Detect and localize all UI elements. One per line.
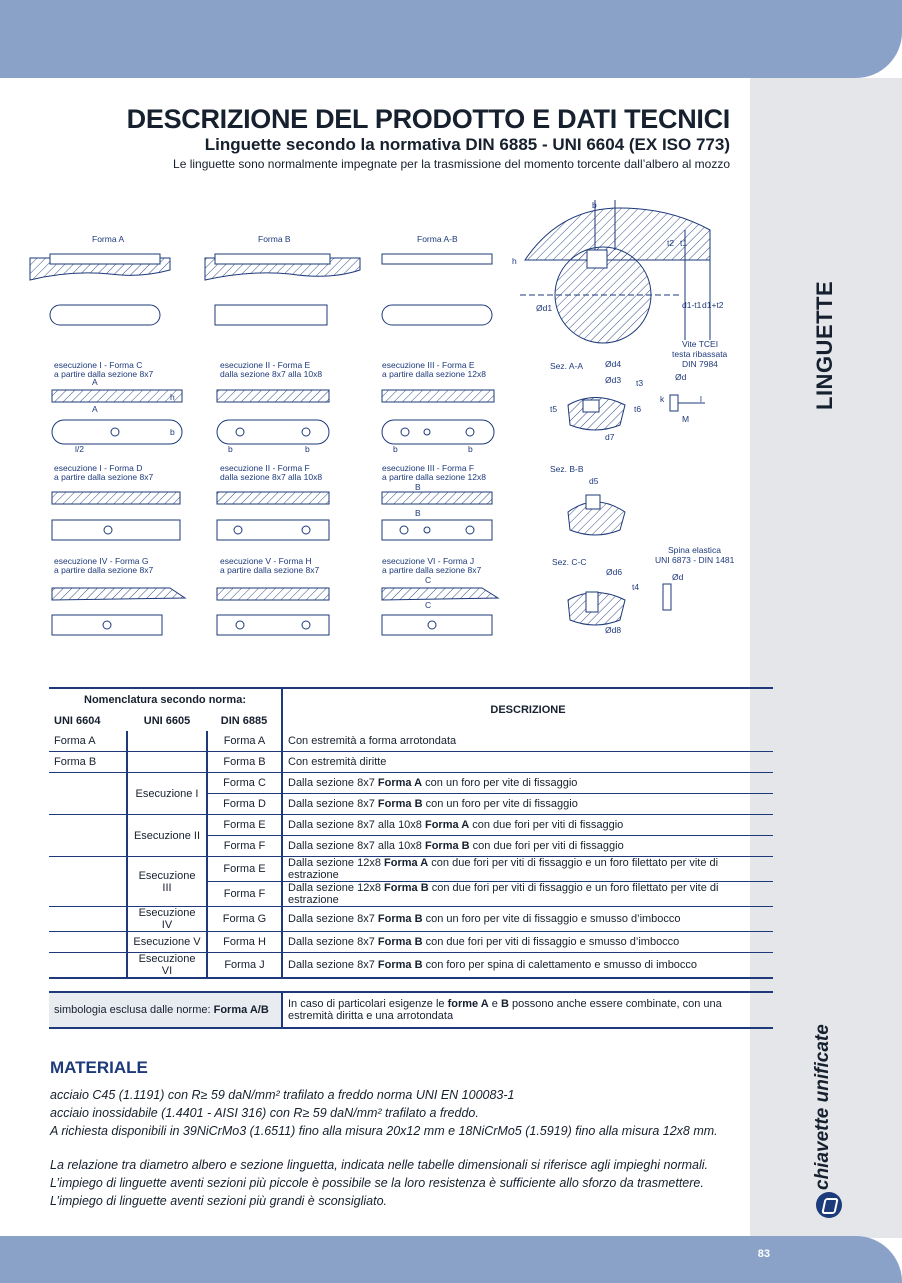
brand-logo-icon — [816, 1192, 842, 1218]
dim-t2: t2 — [667, 238, 675, 248]
table-row: Esecuzione II Forma E Dalla sezione 8x7 alla 10x8 Forma A con due fori per viti di fissaggio — [49, 815, 773, 836]
dim-d-pin: Ød — [672, 572, 684, 582]
dim-b-sec-bottom: B — [415, 508, 421, 518]
dim-k: k — [660, 394, 665, 404]
dim-d4: Ød4 — [605, 359, 622, 369]
table-row: Forma F Dalla sezione 12x8 Forma B con due fori per viti di fissaggio e un foro filettato per vite di estrazione — [49, 882, 773, 907]
dim-h: h — [512, 256, 517, 266]
dim-b-c2-left: b — [228, 444, 233, 454]
dim-b-c3-left: b — [393, 444, 398, 454]
screw-label-3: DIN 7984 — [682, 359, 718, 369]
technical-drawing — [20, 190, 750, 670]
screw-label-1: Vite TCEI — [682, 339, 719, 349]
nomenclature-table — [49, 687, 773, 1029]
dim-d1: Ød1 — [536, 303, 553, 313]
dim-d-screw: Ød — [675, 372, 687, 382]
dim-a-bottom: A — [92, 404, 98, 414]
dim-b: b — [592, 200, 597, 210]
dim-t6: t6 — [634, 404, 642, 414]
row1-c1-b: a partire dalla sezione 8x7 — [54, 369, 154, 379]
page-title: DESCRIZIONE DEL PRODOTTO E DATI TECNICI — [126, 104, 730, 134]
col-din6885: DIN 6885 — [220, 715, 268, 727]
dim-l: l — [700, 394, 702, 404]
table-row: Forma B Forma B Con estremità diritte — [49, 752, 773, 773]
header-band — [0, 0, 902, 78]
dim-t1: t1 — [680, 238, 688, 248]
dim-b-c2-right: b — [305, 444, 310, 454]
dim-d8: Ød8 — [605, 625, 622, 635]
dim-b-sec-top: B — [415, 482, 421, 492]
table-row: Esecuzione V Forma H Dalla sezione 8x7 Forma B con due fori per viti di fissaggio e smusso d’imbocco — [49, 932, 773, 953]
row2-c2-b: dalla sezione 8x7 alla 10x8 — [220, 472, 323, 482]
dim-b-row1: b — [170, 427, 175, 437]
dim-b-c3-right: b — [468, 444, 473, 454]
dim-d6: Ød6 — [606, 567, 623, 577]
row3-c2-a: esecuzione V - Forma H — [220, 556, 312, 566]
page-number: 83 — [757, 1248, 770, 1260]
pin-label-2: UNI 6873 - DIN 1481 — [655, 555, 735, 565]
table-nomenclature-header: Nomenclatura secondo norma: — [84, 694, 246, 706]
dim-d1t1: d1-t1 — [682, 300, 702, 310]
dim-h-row1: h — [170, 392, 175, 402]
dim-d1t2: d1+t2 — [702, 300, 724, 310]
dim-c-sec-bottom: C — [425, 600, 432, 610]
dim-d3: Ød3 — [605, 375, 622, 385]
label-forma-b: Forma B — [258, 234, 291, 244]
row1-c1-a: esecuzione I - Forma C — [54, 360, 143, 370]
row3-c1-b: a partire dalla sezione 8x7 — [54, 565, 154, 575]
dim-d7: d7 — [605, 432, 615, 442]
label-sec-bb: Sez. B-B — [550, 464, 584, 474]
screw-label-2: testa ribassata — [672, 349, 728, 359]
section-title: LINGUETTE — [812, 280, 837, 410]
row3-c2-b: a partire dalla sezione 8x7 — [220, 565, 320, 575]
col-uni6605: UNI 6605 — [143, 715, 191, 727]
dim-c-sec-top: C — [425, 575, 432, 585]
row1-c2-b: dalla sezione 8x7 alla 10x8 — [220, 369, 323, 379]
row2-c2-a: esecuzione II - Forma F — [220, 463, 310, 473]
page-subtitle: Linguette secondo la normativa DIN 6885 - UNI 6604 (EX ISO 773) — [204, 135, 730, 154]
pin-label-1: Spina elastica — [668, 545, 721, 555]
label-sec-aa: Sez. A-A — [550, 361, 584, 371]
table-row: Esecuzione I Forma C Dalla sezione 8x7 Forma A con un foro per vite di fissaggio — [49, 773, 773, 794]
row1-c2-a: esecuzione II - Forma E — [220, 360, 311, 370]
row1-c3-a: esecuzione III - Forma E — [382, 360, 475, 370]
row2-c3-a: esecuzione III - Forma F — [382, 463, 475, 473]
row3-c1-a: esecuzione IV - Forma G — [54, 556, 149, 566]
brand-name: chiavette unificate — [812, 1024, 833, 1190]
table-row: Esecuzione IV Forma G Dalla sezione 8x7 Forma B con un foro per vite di fissaggio e smusso d’imbocco — [49, 907, 773, 932]
row3-c3-a: esecuzione VI - Forma J — [382, 556, 475, 566]
row2-c1-a: esecuzione I - Forma D — [54, 463, 143, 473]
table-row: Esecuzione III Forma E Dalla sezione 12x8 Forma A con due fori per viti di fissaggio e un foro filettato per vite di estrazione — [49, 857, 773, 882]
row2-c1-b: a partire dalla sezione 8x7 — [54, 472, 154, 482]
dim-t5: t5 — [550, 404, 558, 414]
label-sec-cc: Sez. C-C — [552, 557, 587, 567]
material-title: MATERIALE — [50, 1058, 148, 1077]
label-forma-ab: Forma A-B — [417, 234, 458, 244]
dim-m: M — [682, 414, 690, 424]
row2-c3-b: a partire dalla sezione 12x8 — [382, 472, 486, 482]
table-row: Esecuzione VI Forma J Dalla sezione 8x7 Forma B con foro per spina di calettamento e smusso di imbocco — [49, 953, 773, 979]
dim-t4: t4 — [632, 582, 640, 592]
table-footer-row: simbologia esclusa dalle norme: Forma A/B In caso di particolari esigenze le forme A e B possono anche essere combinate, con una estremità diritta e una arrotondata — [49, 992, 773, 1028]
dim-t3: t3 — [636, 378, 644, 388]
table-row: Forma A Forma A Con estremità a forma arrotondata — [49, 731, 773, 752]
table-row: Forma F Dalla sezione 8x7 alla 10x8 Forma B con due fori per viti di fissaggio — [49, 836, 773, 857]
row1-c3-b: a partire dalla sezione 12x8 — [382, 369, 486, 379]
col-uni6604: UNI 6604 — [54, 715, 101, 727]
dim-a-top: A — [92, 377, 98, 387]
dim-d5: d5 — [589, 476, 599, 486]
label-forma-a: Forma A — [92, 234, 125, 244]
dim-l2: l/2 — [75, 444, 84, 454]
table-row: Forma D Dalla sezione 8x7 Forma B con un foro per vite di fissaggio — [49, 794, 773, 815]
page-intro: Le linguette sono normalmente impegnate per la trasmissione del momento torcente dall’albero al mozzo — [173, 157, 730, 171]
material-text: acciaio C45 (1.1191) con R≥ 59 daN/mm² trafilato a freddo norma UNI EN 100083-1 acciaio inossidabile (1.4401 - AISI 316) con R≥ 59 daN/mm² trafilato a freddo. A richiesta disponibili in 39NiCrMo3 (1.6511) fino alla misura 20x12 mm e 18NiCrMo5 (1.5919) fino alla misura 12x8 mm. La relazione tra diametro albero e sezione linguetta, indicata nelle tabelle dimensionali si riferisce agli impieghi normali. L’impiego di linguette aventi sezioni più piccole è possibile se la loro resistenza è sufficiente allo sforzo da trasmettere. L’impiego di linguette aventi sezioni più grandi è sconsigliato. — [50, 1088, 718, 1208]
table-description-header: DESCRIZIONE — [282, 688, 773, 731]
row3-c3-b: a partire dalla sezione 8x7 — [382, 565, 482, 575]
